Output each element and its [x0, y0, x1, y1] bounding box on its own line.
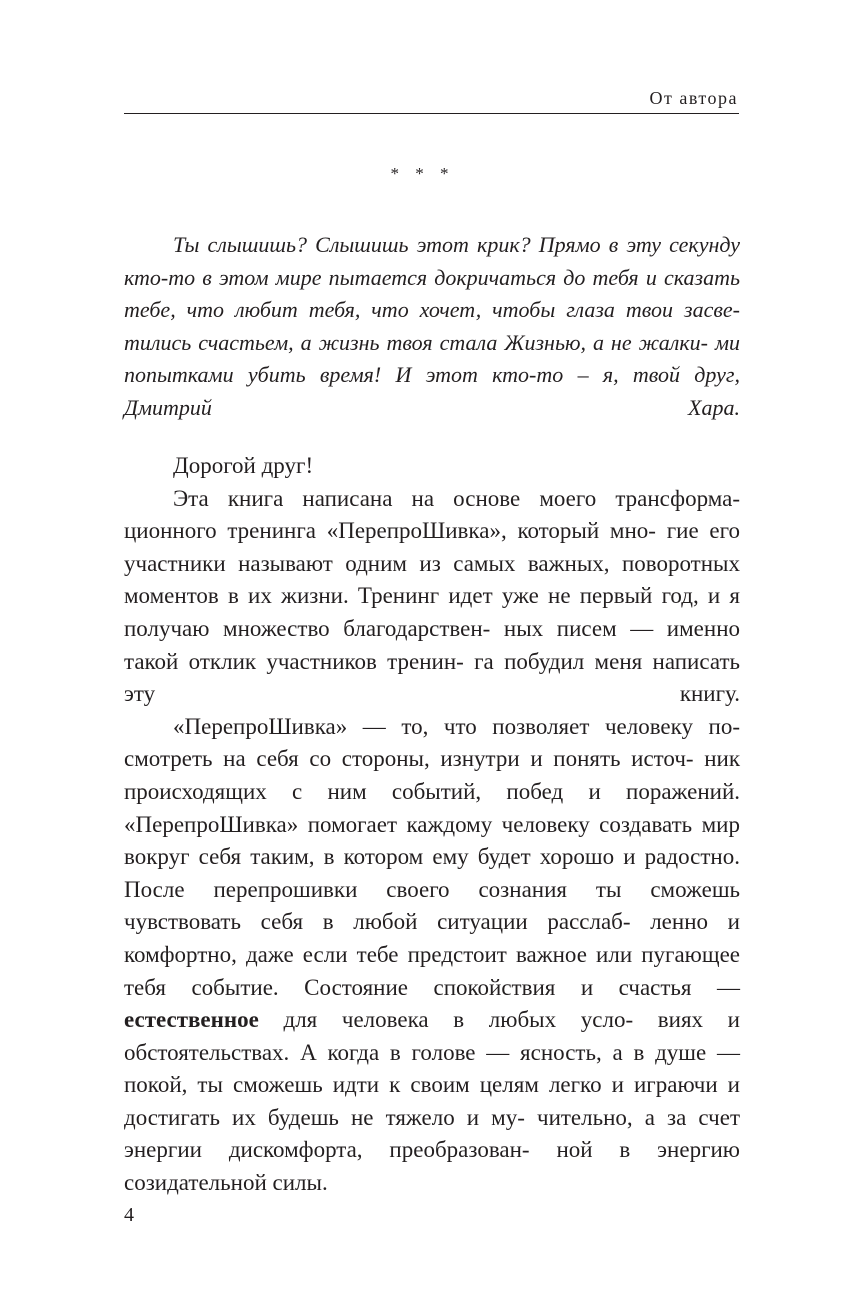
epigraph-line: тились счастьем, а жизнь твоя стала Жизнью, а не жалки-: [124, 329, 708, 355]
paragraph-text: и счастья —: [580, 974, 740, 1000]
paragraph-line: «ПерепроШивка» помогает каждому человеку создавать: [124, 811, 693, 837]
body-text: [124, 450, 740, 1200]
epigraph: [124, 229, 740, 425]
paragraph-line: ленно и комфортно, даже если тебе предстоит важное: [124, 909, 740, 967]
emphasized-word: естественное: [124, 1007, 259, 1033]
paragraph-line: ник происходящих с ним событий, побед и поражений.: [124, 746, 740, 804]
running-header-title: От автора: [649, 88, 738, 108]
paragraph-line: виях и обстоятельствах. А когда в голове — ясность,: [124, 1007, 740, 1065]
paragraph-line: ционного тренинга «ПерепроШивка», который мно-: [124, 518, 656, 544]
paragraph-2: [124, 711, 740, 1200]
paragraph-line: поворотных моментов в их жизни. Тренинг идет уже: [124, 550, 740, 609]
paragraph-line: ной в энергию созидательной силы.: [124, 1137, 740, 1196]
paragraph-line: не первый год, и я получаю множество благодарствен-: [124, 583, 740, 641]
paragraph-line: легко и играючи и достигать их будешь не тяжело и му-: [124, 1072, 740, 1130]
page-number: 4: [124, 1204, 134, 1226]
epigraph-line: ми попытками убить время! И этот кто-то – я, твой друг,: [124, 329, 740, 388]
paragraph-line: гие его участники называют одним из самых важных,: [124, 518, 740, 576]
paragraph-line: «ПерепроШивка» — то, что позволяет человеку по-: [173, 713, 740, 739]
paragraph-line: Эта книга написана на основе моего трансформа-: [173, 485, 740, 511]
header-rule: [124, 113, 739, 114]
epigraph-line: Ты слышишь? Слышишь этот крик? Прямо в эту секунду: [173, 232, 740, 257]
paragraph-text: для человека в любых усло-: [258, 1007, 634, 1033]
epigraph-line: кто-то в этом мире пытается докричаться до тебя и сказать: [124, 264, 740, 290]
paragraph-line: га побудил меня написать эту книгу.: [124, 648, 740, 707]
paragraph-line: чительно, а за счет энергии дискомфорта, преобразован-: [124, 1104, 741, 1163]
paragraph-1: [124, 483, 740, 711]
paragraph-line: ных писем — именно такой отклик участников тренин-: [124, 615, 740, 674]
paragraph-line: смотреть на себя со стороны, изнутри и понять источ-: [124, 746, 694, 772]
paragraph-line: сможешь чувствовать себя в любой ситуации расслаб-: [124, 876, 741, 935]
greeting: Дорогой друг!: [173, 453, 314, 478]
epigraph-line: Дмитрий Хара.: [124, 394, 740, 420]
epigraph-text: [124, 229, 740, 425]
paragraph-line: или пугающее тебя событие. Состояние спокойствия: [124, 941, 740, 1000]
section-separator: * * *: [390, 164, 455, 183]
paragraph-line: а в душе — покой, ты сможешь идти к своим целям: [124, 1039, 740, 1098]
paragraph-line: и радостно. После перепрошивки своего сознания ты: [124, 844, 740, 902]
paragraph-line: мир вокруг себя таким, в котором ему будет хорошо: [124, 811, 740, 870]
epigraph-line: тебе, что любит тебя, что хочет, чтобы глаза твои засве-: [124, 297, 740, 323]
